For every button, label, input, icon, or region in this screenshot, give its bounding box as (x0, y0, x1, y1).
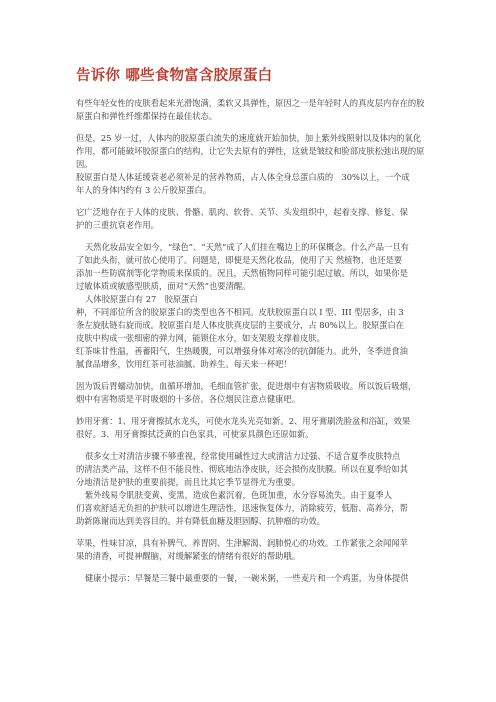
text-line: 很多女士对清洁步骤不够重视，经常使用碱性过大或清洁力过强、不适合夏季皮肤特点 (85, 451, 401, 461)
paragraph-gap (76, 528, 424, 537)
text-line: 过敏体质或敏感型肤质，面对“天然”也要清醒。 (76, 281, 251, 291)
text-line: 们喜欢舒适无负担的护肤可以增进生理活性，迅速恢复体力，消除疲劳，低脂、高养分，帮 (76, 503, 408, 513)
text-line: 条左旋肽链右旋而成。胶原蛋白是人体皮肤真皮层的主要成分，占 80%以上。胶原蛋白在 (76, 320, 405, 330)
text-line: 了如此头衔，就可放心使用了。问题是，即便是天然化妆品，使用了天 然植物，也还是要 (76, 255, 403, 265)
text-line: 种，不同部位所含的胶原蛋白的类型也各不相同。皮肤胶原蛋白以 I 型、III 型居多，由 3 (76, 307, 404, 317)
article-body (76, 97, 424, 585)
article-title: 告诉你 哪些食物富含胶原蛋白 (76, 68, 273, 84)
text-line: 原蛋白和弹性纤维都保持在最佳状态。 (76, 111, 218, 121)
paragraph-gap (76, 123, 424, 132)
text-line: 红茶味甘性温，善蓄阳气，生热暖腹，可以增强身体对寒冷的抗御能力。此外，冬季进食油 (76, 346, 408, 356)
paragraph-gap (76, 406, 424, 415)
text-line: 紫外线易令肌肤变黄、变黑，造成色素沉着，色斑加重，水分容易流失。由于夏季人 (85, 490, 392, 500)
text-line: 因。 (76, 159, 93, 169)
text-line: 腻食品增多，饮用红茶可祛油腻、助养生。每天来一杯吧！ (76, 359, 292, 369)
text-line: 果的清香，可提神醒脑，对缓解紧张的情绪有很好的帮助哦。 (76, 551, 301, 561)
text-line: 苹果，性味甘凉，具有补脾气、养胃阴、生津解渴、润肺悦心的功效。工作紧张之余闻闻苹 (76, 538, 408, 548)
text-line: 有些年轻女性的皮肤看起来光滑饱满，柔软又具弹性，原因之一是年轻时人的真皮层内存在的胶 (76, 98, 424, 108)
text-line: 分地清洁是护肤的重要前提，而且比其它季节显得尤为重要。 (76, 477, 301, 487)
text-line: 助新陈谢而达到美容目的。并有降低血糖及胆固醇、抗肿瘤的功效。 (76, 516, 325, 526)
text-line: 胶原蛋白是人体延缓衰老必须补足的营养物质，占人体全身总蛋白质的 30%以上，一个成 (76, 172, 410, 182)
text-line: 作用，都可能破坏胶原蛋白的结构，让它失去原有的弹性，这就是皱纹和脸部皮肤松弛出现的原 (76, 146, 424, 156)
text-line: 它广泛地存在于人体的皮肤、骨骼、肌肉、软骨、关节、头发组织中，起着支撑、修复、保 (76, 207, 408, 217)
paragraph-gap (76, 232, 424, 241)
text-line: 因为饭后胃蠕动加快，血循环增加，毛细血管扩张，促进烟中有害物质吸收。所以饭后吸烟， (76, 381, 417, 391)
paragraph-gap (76, 371, 424, 380)
text-line: 添加一些防腐剂等化学物质来保质的。况且，天然植物同样可能引起过敏。所以，如果你是 (76, 268, 408, 278)
text-line: 很好。3、用牙膏擦拭泛黄的白色家具，可使家具颜色还原如新。 (76, 429, 314, 439)
paragraph-gap (76, 441, 424, 450)
text-line: 烟中有害物质是平时吸烟的十多倍。各位烟民注意点健康吧。 (76, 394, 301, 404)
paragraph-gap (76, 563, 424, 572)
paragraph-gap (76, 197, 424, 206)
text-line: 年人的身体内约有 3 公斤胶原蛋白。 (76, 185, 212, 195)
text-line: 妙用牙膏：1、用牙膏擦拭水龙头，可使水龙头光亮如新。2、用牙膏刷洗脸盆和浴缸，效果 (76, 416, 411, 426)
text-line: 皮肤中构成一张细密的弹力网，能锁住水分，如支架般支撑着皮肤。 (76, 333, 325, 343)
text-line: 天然化妆品安全如今，“绿色”、“天然”成了人们挂在嘴边上的环保概念。什么产品一旦有 (85, 242, 409, 252)
text-line: 护的三重抗衰老作用。 (76, 220, 159, 230)
text-line: 健康小提示：早餐是三餐中最重要的一餐，一碗米粥，一些麦片和一个鸡蛋，为身体提供 (85, 573, 409, 583)
text-line: 但是，25 岁一过，人体内的胶原蛋白流失的速度就开始加快，加上紫外线照射以及体内的氧化 (76, 133, 422, 143)
text-line: 的清洁类产品，这样不但不能良性、彻底地洁净皮肤，还会损伤皮肤膜。所以在夏季给如其 (76, 464, 408, 474)
text-line: 人体胶原蛋白有 27 胶原蛋白 (85, 294, 198, 304)
